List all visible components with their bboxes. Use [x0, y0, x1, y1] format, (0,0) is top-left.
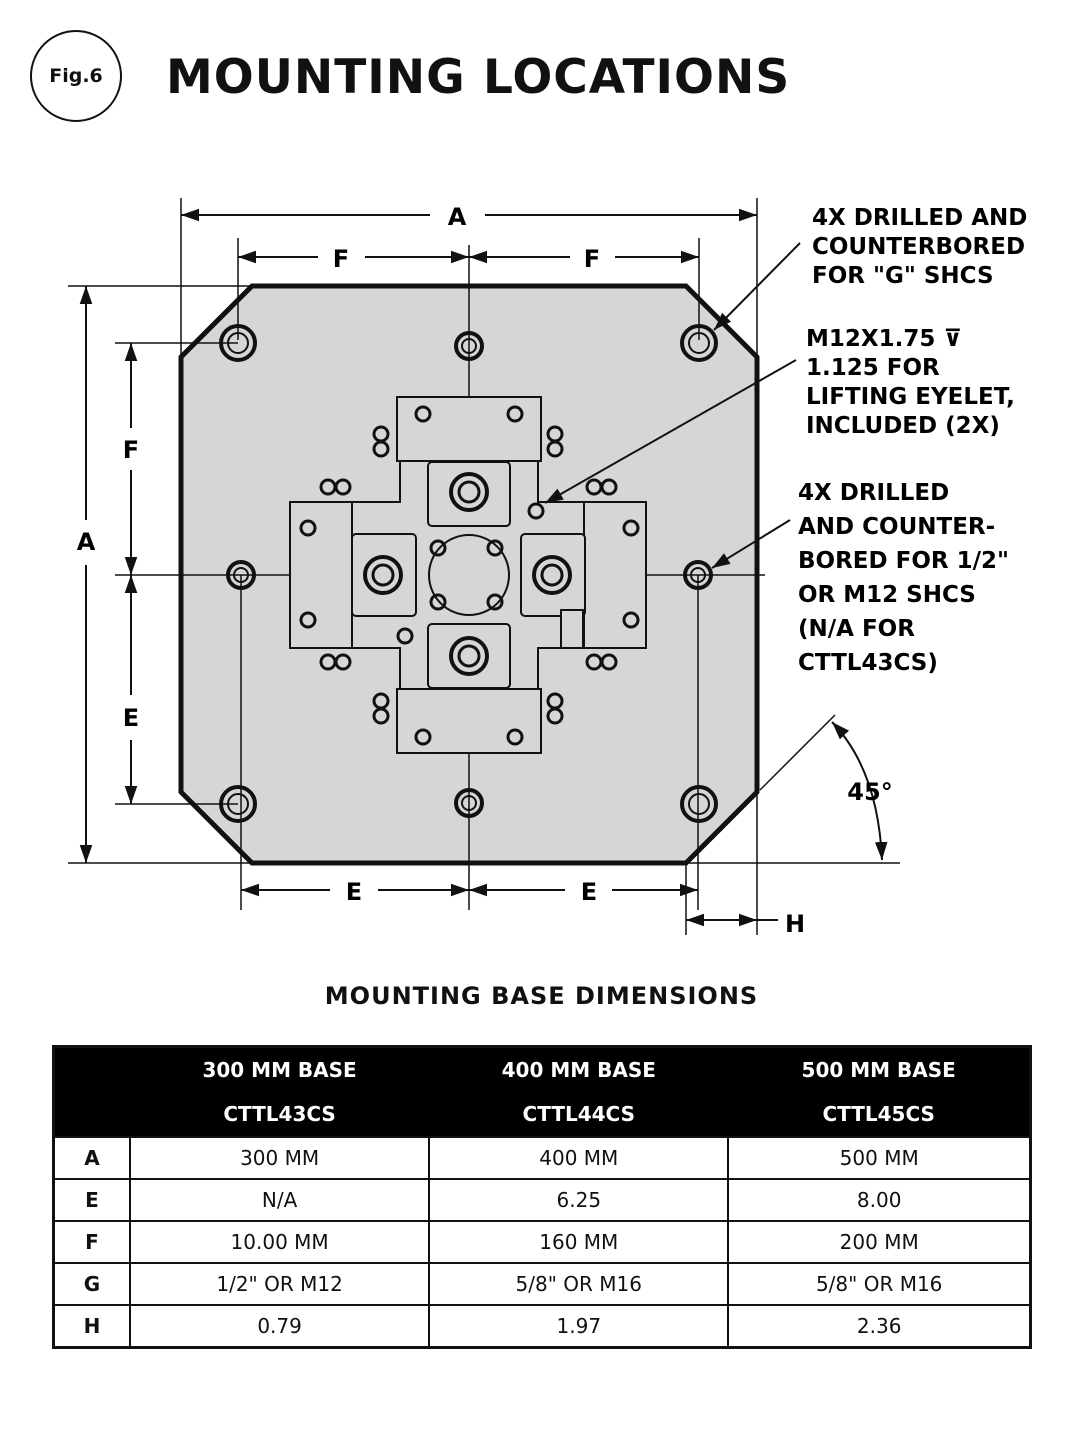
column-size-500: 500 MM BASE	[728, 1047, 1030, 1093]
callout-lifting-line-2: 1.125 FOR	[806, 355, 940, 381]
callout-side-line-1: 4X DRILLED	[798, 480, 950, 506]
dim-a-top: A	[447, 203, 467, 231]
table-cell: 2.36	[728, 1305, 1030, 1348]
table-cell: 8.00	[728, 1179, 1030, 1221]
column-model-400: CTTL44CS	[429, 1092, 728, 1137]
column-size-300: 300 MM BASE	[130, 1047, 429, 1093]
table-row	[54, 1179, 1031, 1221]
table-cell: 300 MM	[130, 1137, 429, 1179]
callout-side-line-4: OR M12 SHCS	[798, 582, 976, 608]
table-cell: 6.25	[429, 1179, 728, 1221]
table-row	[54, 1305, 1031, 1348]
dim-e-bottom-left: E	[345, 878, 363, 906]
callout-lifting	[806, 326, 1023, 439]
callout-corner-holes	[812, 205, 1035, 289]
table-cell: 500 MM	[728, 1137, 1030, 1179]
dimensions-table	[52, 1045, 1032, 1349]
table-row	[54, 1221, 1031, 1263]
dim-a-left: A	[76, 528, 96, 556]
callout-lifting-line-4: INCLUDED (2X)	[806, 413, 1000, 439]
column-model-500: CTTL45CS	[728, 1092, 1030, 1137]
table-cell: 10.00 MM	[130, 1221, 429, 1263]
table-header-row-1	[54, 1047, 1031, 1093]
callout-side-holes	[798, 480, 1017, 676]
table-cell: N/A	[130, 1179, 429, 1221]
row-label-h: H	[54, 1305, 131, 1348]
callout-lifting-line-1: M12X1.75 ⊽	[806, 326, 963, 352]
row-label-a: A	[54, 1137, 131, 1179]
table-cell: 1.97	[429, 1305, 728, 1348]
table-cell: 160 MM	[429, 1221, 728, 1263]
table-cell: 5/8" OR M16	[728, 1263, 1030, 1305]
table-cell: 1/2" OR M12	[130, 1263, 429, 1305]
table-cell: 0.79	[130, 1305, 429, 1348]
dim-e-bottom-right: E	[580, 878, 598, 906]
table-corner-cell	[54, 1047, 131, 1093]
callout-side-line-5: (N/A FOR	[798, 616, 915, 642]
callout-side-line-2: AND COUNTER-	[798, 514, 996, 540]
table-header-row-2	[54, 1092, 1031, 1137]
column-size-400: 400 MM BASE	[429, 1047, 728, 1093]
callout-corner-line-3: FOR "G" SHCS	[812, 263, 994, 289]
callout-corner-line-2: COUNTERBORED	[812, 234, 1026, 260]
callout-lifting-line-3: LIFTING EYELET,	[806, 384, 1015, 410]
table-cell: 400 MM	[429, 1137, 728, 1179]
dim-f-top-left: F	[332, 245, 350, 273]
table-row	[54, 1263, 1031, 1305]
dim-f-left: F	[122, 436, 140, 464]
callout-side-line-6: CTTL43CS)	[798, 650, 938, 676]
page-title: MOUNTING LOCATIONS	[166, 50, 791, 105]
column-model-300: CTTL43CS	[130, 1092, 429, 1137]
dim-h: H	[784, 910, 806, 938]
dim-e-left: E	[122, 704, 140, 732]
row-label-g: G	[54, 1263, 131, 1305]
dim-angle: 45°	[847, 778, 893, 806]
callout-corner-line-1: 4X DRILLED AND	[812, 205, 1028, 231]
row-label-e: E	[54, 1179, 131, 1221]
dim-f-top-right: F	[583, 245, 601, 273]
table-title: MOUNTING BASE DIMENSIONS	[324, 982, 759, 1010]
callout-side-line-3: BORED FOR 1/2"	[798, 548, 1009, 574]
figure-label: Fig.6	[49, 65, 103, 87]
table-row	[54, 1137, 1031, 1179]
table-cell: 5/8" OR M16	[429, 1263, 728, 1305]
table-corner-cell-2	[54, 1092, 131, 1137]
row-label-f: F	[54, 1221, 131, 1263]
table-cell: 200 MM	[728, 1221, 1030, 1263]
